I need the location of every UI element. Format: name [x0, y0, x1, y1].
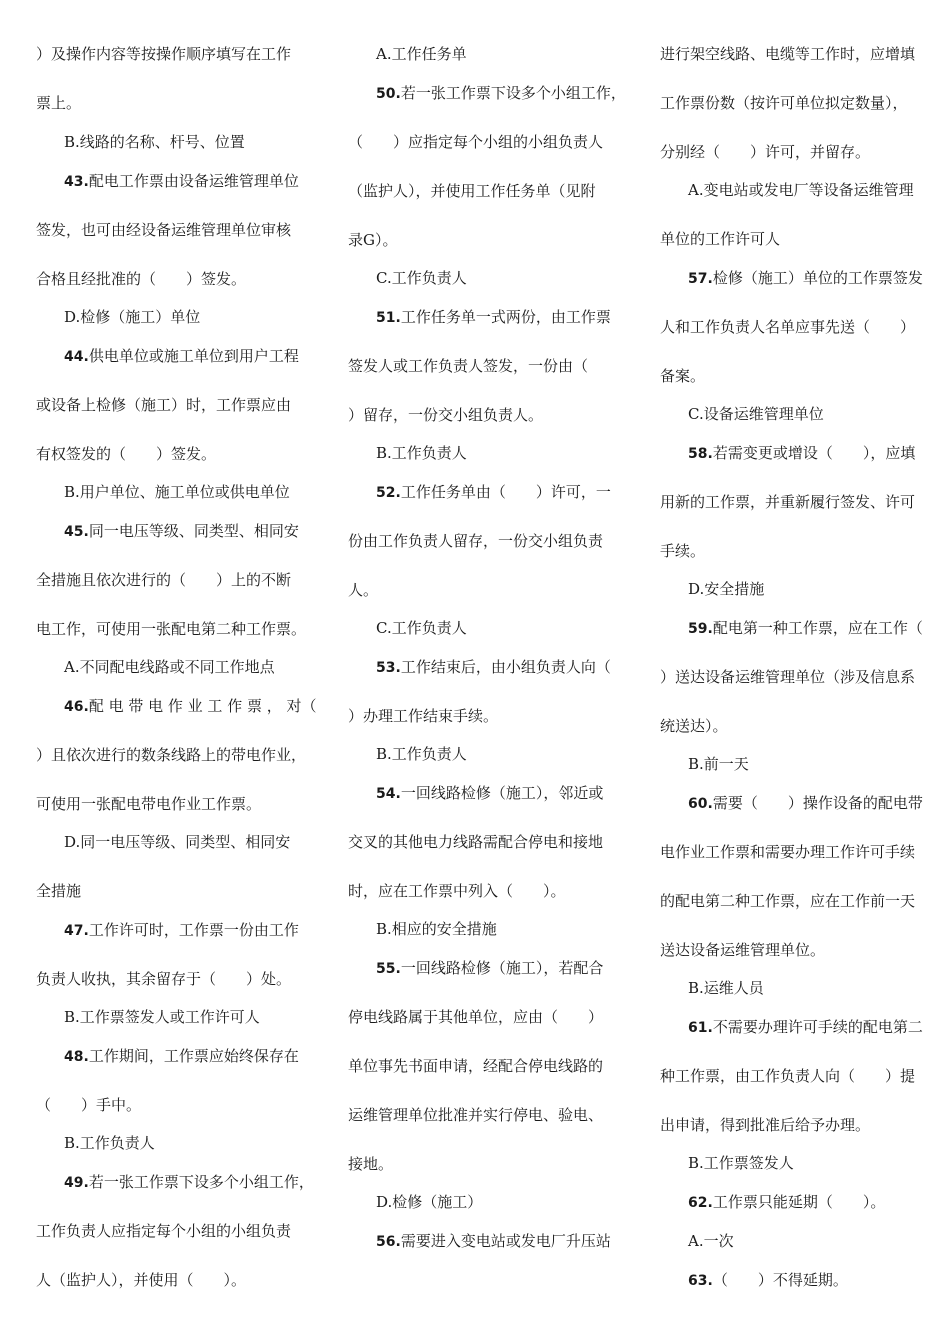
text-line — [36, 444, 216, 464]
line-text: B.工作票签发人或工作许可人 — [64, 1008, 260, 1026]
question-number: 47. — [64, 923, 89, 939]
question-number: 57. — [688, 271, 713, 287]
line-text: 人。 — [348, 581, 379, 599]
line-text: 单位的工作许可人 — [660, 230, 781, 248]
line-text: 的配电第二种工作票，应在工作前一天 — [660, 892, 916, 910]
text-line — [348, 580, 378, 600]
text-line — [376, 44, 467, 64]
text-line — [64, 132, 245, 152]
line-text: 签发，也可由经设备运维管理单位审核 — [36, 221, 292, 239]
line-text: B.相应的安全措施 — [376, 920, 497, 938]
line-text: ）送达设备运维管理单位（涉及信息系 — [660, 668, 916, 686]
line-text: A.工作任务单 — [376, 45, 467, 63]
line-text: A.一次 — [688, 1232, 734, 1250]
question-number: 62. — [688, 1195, 713, 1211]
text-line — [688, 978, 764, 998]
question-line — [64, 521, 299, 542]
line-text: D.同一电压等级、同类型、相同安 — [64, 833, 291, 851]
line-text: 进行架空线路、电缆等工作时，应增填 — [660, 45, 916, 63]
question-line — [376, 1231, 611, 1252]
line-text: 工作结束后，由小组负责人向（ — [400, 658, 611, 676]
line-text: 或设备上检修（施工）时，工作票应由 — [36, 396, 292, 414]
line-text: 工作期间，工作票应始终保存在 — [88, 1047, 299, 1065]
question-line — [376, 958, 603, 979]
text-line — [376, 1192, 482, 1212]
line-text: 分别经（ ）许可，并留存。 — [660, 143, 871, 161]
text-line — [348, 881, 566, 901]
line-text: D.检修（施工） — [376, 1193, 483, 1211]
line-text: 工作任务单一式两份，由工作票 — [400, 308, 611, 326]
text-line — [348, 181, 596, 201]
question-number: 50. — [376, 86, 401, 102]
text-line — [688, 404, 824, 424]
line-text: （监护人），并使用工作任务单（见附 — [348, 182, 596, 200]
line-text: 全措施且依次进行的（ ）上的不断 — [36, 571, 292, 589]
question-line — [688, 1192, 885, 1213]
line-text: D.检修（施工）单位 — [64, 308, 201, 326]
question-line — [688, 1017, 923, 1038]
question-number: 48. — [64, 1049, 89, 1065]
line-text: ）办理工作结束手续。 — [348, 707, 499, 725]
line-text: 有权签发的（ ）签发。 — [36, 445, 217, 463]
line-text: B.工作负责人 — [64, 1134, 155, 1152]
text-line — [660, 44, 915, 64]
line-text: 送达设备运维管理单位。 — [660, 941, 826, 959]
line-text: 若一张工作票下设多个小组工作， — [88, 1173, 314, 1191]
text-line — [348, 1105, 603, 1125]
line-text: 供电单位或施工单位到用户工程 — [88, 347, 299, 365]
line-text: 工作票份数（按许可单位拟定数量）， — [660, 94, 908, 112]
text-line — [348, 405, 543, 425]
question-number: 63. — [688, 1273, 713, 1289]
line-text: 不需要办理许可手续的配电第二 — [712, 1018, 923, 1036]
question-number: 58. — [688, 446, 713, 462]
question-line — [64, 171, 299, 192]
question-number: 54. — [376, 786, 401, 802]
line-text: 签发人或工作负责人签发，一份由（ — [348, 357, 589, 375]
question-line — [64, 1172, 314, 1193]
line-text: B.工作票签发人 — [688, 1154, 794, 1172]
line-text: 时，应在工作票中列入（ ）。 — [348, 882, 566, 900]
text-line — [36, 395, 291, 415]
text-line — [660, 93, 908, 113]
line-text: 检修（施工）单位的工作票签发 — [712, 269, 923, 287]
question-line — [64, 920, 299, 941]
text-line — [660, 667, 915, 687]
text-line — [376, 443, 467, 463]
text-line — [348, 1154, 393, 1174]
line-text: B.运维人员 — [688, 979, 764, 997]
question-number: 49. — [64, 1175, 89, 1191]
line-text: 出申请，得到批准后给予办理。 — [660, 1116, 871, 1134]
text-line — [64, 657, 275, 677]
line-text: B.工作负责人 — [376, 745, 467, 763]
question-number: 45. — [64, 524, 89, 540]
text-line — [348, 1007, 603, 1027]
text-line — [660, 492, 915, 512]
line-text: ）且依次进行的数条线路上的带电作业， — [36, 746, 307, 764]
question-line — [688, 443, 915, 464]
text-line — [688, 754, 749, 774]
line-text: 需要进入变电站或发电厂升压站 — [400, 1232, 611, 1250]
question-number: 52. — [376, 485, 401, 501]
question-line — [688, 618, 923, 639]
line-text: （ ）手中。 — [36, 1096, 142, 1114]
line-text: 配电工作票由设备运维管理单位 — [88, 172, 299, 190]
line-text: 备案。 — [660, 367, 706, 385]
line-text: 配 电 带 电 作 业 工 作 票 ， 对（ — [88, 697, 317, 715]
line-text: B.线路的名称、杆号、位置 — [64, 133, 245, 151]
line-text: 若需变更或增设（ ），应填 — [712, 444, 916, 462]
text-line — [348, 832, 603, 852]
text-line — [688, 1231, 734, 1251]
text-line — [376, 744, 467, 764]
text-line — [36, 269, 246, 289]
text-line — [348, 1056, 603, 1076]
text-line — [660, 229, 780, 249]
text-line — [36, 1221, 291, 1241]
line-text: 配电第一种工作票，应在工作（ — [712, 619, 923, 637]
text-line — [36, 794, 261, 814]
text-line — [660, 541, 705, 561]
question-line — [688, 268, 923, 289]
line-text: 手续。 — [660, 542, 706, 560]
line-text: 电工作，可使用一张配电第二种工作票。 — [36, 620, 307, 638]
line-text: 全措施 — [36, 882, 82, 900]
question-line — [64, 696, 317, 717]
line-text: 工作任务单由（ ）许可，一 — [400, 483, 611, 501]
text-line — [688, 1153, 794, 1173]
text-line — [36, 44, 291, 64]
question-line — [376, 83, 626, 104]
text-line — [348, 706, 498, 726]
question-line — [64, 1046, 299, 1067]
text-line — [376, 268, 467, 288]
line-text: 负责人收执，其余留存于（ ）处。 — [36, 970, 292, 988]
question-number: 44. — [64, 349, 89, 365]
line-text: 运维管理单位批准并实行停电、验电、 — [348, 1106, 604, 1124]
text-line — [64, 482, 290, 502]
text-line — [36, 1095, 141, 1115]
question-number: 61. — [688, 1020, 713, 1036]
text-line — [36, 619, 306, 639]
line-text: ）及操作内容等按操作顺序填写在工作 — [36, 45, 292, 63]
line-text: 若一张工作票下设多个小组工作， — [400, 84, 626, 102]
line-text: C.工作负责人 — [376, 619, 467, 637]
line-text: 录G）。 — [348, 231, 398, 249]
line-text: （ ）应指定每个小组的小组负责人 — [348, 133, 604, 151]
text-line — [688, 579, 764, 599]
line-text: （ ）不得延期。 — [712, 1271, 848, 1289]
text-line — [660, 317, 915, 337]
text-line — [660, 1115, 870, 1135]
question-line — [376, 307, 611, 328]
line-text: 工作许可时，工作票一份由工作 — [88, 921, 299, 939]
line-text: 人（监护人），并使用（ ）。 — [36, 1271, 247, 1289]
line-text: 用新的工作票，并重新履行签发、许可 — [660, 493, 916, 511]
line-text: ）留存，一份交小组负责人。 — [348, 406, 544, 424]
question-line — [376, 657, 611, 678]
question-number: 59. — [688, 621, 713, 637]
text-line — [64, 1007, 260, 1027]
line-text: 合格且经批准的（ ）签发。 — [36, 270, 247, 288]
question-line — [688, 1270, 848, 1291]
line-text: 需要（ ）操作设备的配电带 — [712, 794, 923, 812]
text-line — [36, 969, 291, 989]
text-line — [64, 307, 200, 327]
text-line — [36, 745, 306, 765]
line-text: 停电线路属于其他单位，应由（ ） — [348, 1008, 604, 1026]
text-line — [660, 1066, 915, 1086]
line-text: 接地。 — [348, 1155, 394, 1173]
line-text: A.变电站或发电厂等设备运维管理 — [688, 181, 914, 199]
line-text: 可使用一张配电带电作业工作票。 — [36, 795, 262, 813]
line-text: 统送达）。 — [660, 717, 728, 735]
line-text: 种工作票，由工作负责人向（ ）提 — [660, 1067, 916, 1085]
line-text: 一回线路检修（施工），若配合 — [400, 959, 604, 977]
question-line — [376, 783, 603, 804]
question-number: 53. — [376, 660, 401, 676]
text-line — [36, 1270, 246, 1290]
text-line — [36, 220, 291, 240]
line-text: 工作票只能延期（ ）。 — [712, 1193, 886, 1211]
text-line — [660, 891, 915, 911]
text-line — [64, 832, 290, 852]
text-line — [660, 142, 870, 162]
line-text: C.设备运维管理单位 — [688, 405, 824, 423]
line-text: 票上。 — [36, 94, 82, 112]
text-line — [660, 842, 915, 862]
text-line — [660, 940, 825, 960]
question-number: 51. — [376, 310, 401, 326]
text-line — [348, 356, 588, 376]
line-text: C.工作负责人 — [376, 269, 467, 287]
line-text: 人和工作负责人名单应事先送（ ） — [660, 318, 916, 336]
line-text: 一回线路检修（施工），邻近或 — [400, 784, 604, 802]
line-text: 份由工作负责人留存，一份交小组负责 — [348, 532, 604, 550]
line-text: D.安全措施 — [688, 580, 765, 598]
line-text: 单位事先书面申请，经配合停电线路的 — [348, 1057, 604, 1075]
question-number: 55. — [376, 961, 401, 977]
question-number: 56. — [376, 1234, 401, 1250]
question-line — [376, 482, 611, 503]
text-line — [348, 230, 397, 250]
text-line — [36, 570, 291, 590]
text-line — [376, 618, 467, 638]
text-line — [36, 881, 81, 901]
line-text: A.不同配电线路或不同工作地点 — [64, 658, 275, 676]
line-text: 交叉的其他电力线路需配合停电和接地 — [348, 833, 604, 851]
text-line — [348, 531, 603, 551]
text-line — [376, 919, 497, 939]
text-line — [688, 180, 914, 200]
line-text: B.工作负责人 — [376, 444, 467, 462]
line-text: 同一电压等级、同类型、相同安 — [88, 522, 299, 540]
text-line — [64, 1133, 155, 1153]
question-number: 46. — [64, 699, 89, 715]
text-line — [660, 366, 705, 386]
question-line — [688, 793, 923, 814]
text-line — [660, 716, 728, 736]
text-line — [348, 132, 603, 152]
question-number: 60. — [688, 796, 713, 812]
line-text: 电作业工作票和需要办理工作许可手续 — [660, 843, 916, 861]
text-line — [36, 93, 81, 113]
question-number: 43. — [64, 174, 89, 190]
question-line — [64, 346, 299, 367]
line-text: B.用户单位、施工单位或供电单位 — [64, 483, 290, 501]
line-text: 工作负责人应指定每个小组的小组负责 — [36, 1222, 292, 1240]
line-text: B.前一天 — [688, 755, 749, 773]
